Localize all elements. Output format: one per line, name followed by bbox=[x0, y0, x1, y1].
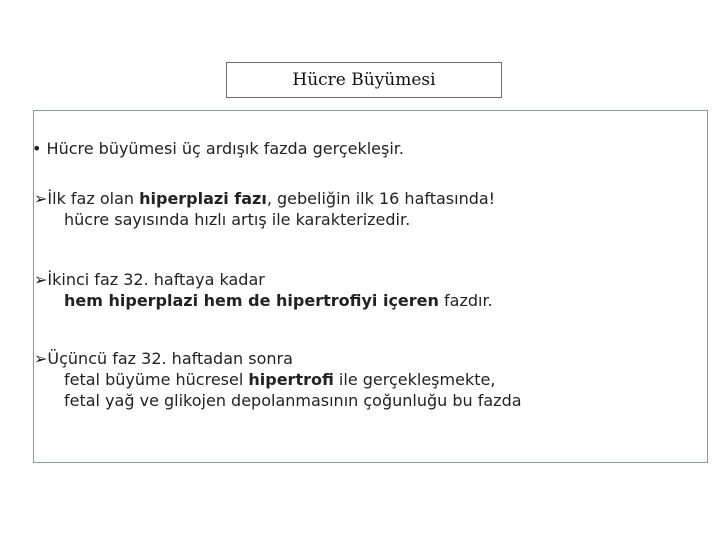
arrow-bullet-icon: ➢ bbox=[34, 270, 48, 289]
phase-3-paragraph bbox=[34, 348, 522, 411]
phase-1-paragraph bbox=[34, 188, 495, 230]
phase-2-bold: hem hiperplazi hem de hipertrofiyi içeren bbox=[64, 291, 439, 310]
phase-2-text-end: fazdır. bbox=[438, 291, 493, 310]
phase-3-line-2 bbox=[34, 369, 522, 390]
phase-3-bold: hipertrofi bbox=[248, 370, 334, 389]
phase-1-text: İlk faz olan bbox=[47, 189, 140, 208]
phase-1-bold: hiperplazi fazı bbox=[139, 189, 267, 208]
slide-title-box bbox=[226, 62, 502, 98]
intro-line bbox=[32, 139, 404, 158]
phase-3-line-3: fetal yağ ve glikojen depolanmasının çoğunluğu bu fazda bbox=[64, 391, 522, 410]
phase-3-line-1 bbox=[34, 348, 522, 369]
intro-text: Hücre büyümesi üç ardışık fazda gerçekleşir. bbox=[46, 139, 404, 158]
phase-3-text: Üçüncü faz 32. haftadan sonra bbox=[47, 349, 293, 368]
phase-3-text-a: fetal büyüme hücresel bbox=[64, 370, 249, 389]
slide-title: Hücre Büyümesi bbox=[292, 70, 436, 90]
phase-2-paragraph bbox=[34, 269, 493, 311]
phase-2-text: İkinci faz 32. haftaya kadar bbox=[47, 270, 265, 289]
bullet-icon: • bbox=[32, 139, 42, 158]
phase-2-line-2 bbox=[34, 290, 493, 311]
arrow-bullet-icon: ➢ bbox=[34, 349, 48, 368]
phase-1-line-1 bbox=[34, 188, 495, 209]
arrow-bullet-icon: ➢ bbox=[34, 189, 48, 208]
phase-1-line-2: hücre sayısında hızlı artış ile karakterizedir. bbox=[64, 210, 411, 229]
phase-1-text-end: , gebeliğin ilk 16 haftasında! bbox=[266, 189, 496, 208]
phase-3-text-c: ile gerçekleşmekte, bbox=[333, 370, 496, 389]
phase-2-line-1 bbox=[34, 269, 493, 290]
